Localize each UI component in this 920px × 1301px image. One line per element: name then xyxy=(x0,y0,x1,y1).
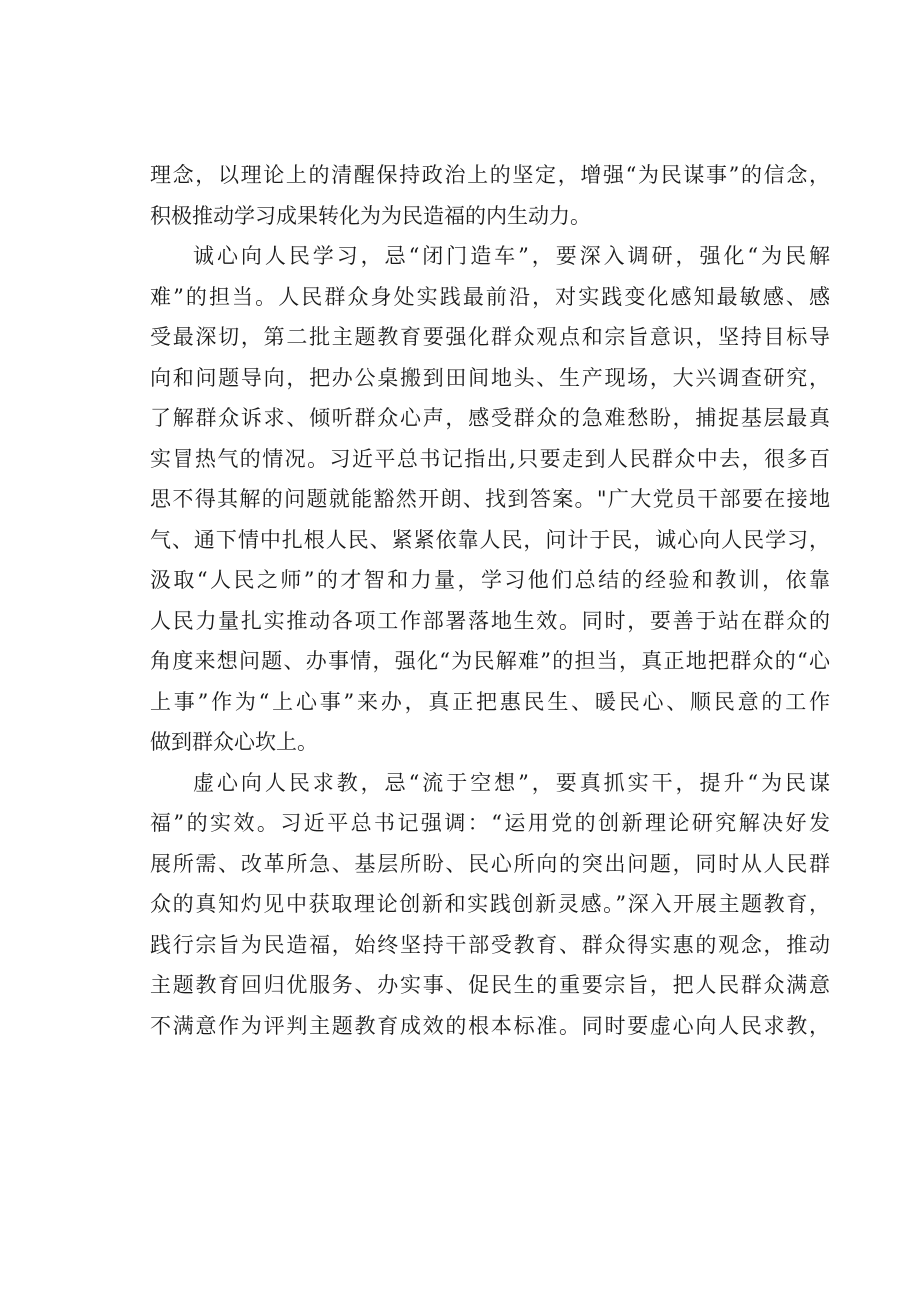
text-line: 思不得其解的问题就能豁然开朗、找到答案。"广大党员干部要在接地 xyxy=(150,487,830,511)
text-line: 难”的担当。人民群众身处实践最前沿，对实践变化感知最敏感、感 xyxy=(150,284,830,309)
text-line: 理念，以理论上的清醒保持政治上的坚定，增强“为民谋事”的信念， xyxy=(150,163,830,187)
text-line: 主题教育回归优服务、办实事、促民生的重要宗旨，把人民群众满意 xyxy=(150,973,830,997)
text-line: 气、通下情中扎根人民、紧紧依靠人民，问计于民，诚心向人民学习， xyxy=(150,527,830,552)
text-line: 福”的实效。习近平总书记强调：“运用党的创新理论研究解决好发 xyxy=(150,811,830,835)
text-line: 汲取“人民之师”的才智和力量，学习他们总结的经验和教训，依靠 xyxy=(150,568,830,592)
text-line: 实冒热气的情况。习近平总书记指出,只要走到人民群众中去，很多百 xyxy=(150,446,830,471)
text-line: 践行宗旨为民造福，始终坚持干部受教育、群众得实惠的观念，推动 xyxy=(150,932,830,957)
text-line: 众的真知灼见中获取理论创新和实践创新灵感。”深入开展主题教育， xyxy=(150,892,830,916)
paragraph-first-line: 诚心向人民学习，忌“闭门造车”，要深入调研，强化“为民解 xyxy=(193,244,830,268)
text-line: 做到群众心坎上。 xyxy=(150,730,318,754)
text-line: 向和问题导向，把办公桌搬到田间地头、生产现场，大兴调查研究， xyxy=(150,365,830,390)
text-line: 积极推动学习成果转化为为民造福的内生动力。 xyxy=(150,203,591,228)
text-line: 上事”作为“上心事”来办，真正把惠民生、暖民心、顺民意的工作 xyxy=(150,689,830,714)
body-text xyxy=(150,155,830,1046)
text-line: 展所需、改革所急、基层所盼、民心所向的突出问题，同时从人民群 xyxy=(150,851,830,876)
text-line: 不满意作为评判主题教育成效的根本标准。同时要虚心向人民求教， xyxy=(150,1013,830,1038)
text-line: 人民力量扎实推动各项工作部署落地生效。同时，要善于站在群众的 xyxy=(150,608,830,633)
paragraph-first-line: 虚心向人民求教，忌“流于空想”，要真抓实干，提升“为民谋 xyxy=(193,770,830,795)
text-line: 了解群众诉求、倾听群众心声，感受群众的急难愁盼，捕捉基层最真 xyxy=(150,406,830,430)
text-line: 角度来想问题、办事情，强化“为民解难”的担当，真正地把群众的“心 xyxy=(150,649,830,673)
text-line: 受最深切，第二批主题教育要强化群众观点和宗旨意识，坚持目标导 xyxy=(150,325,830,349)
